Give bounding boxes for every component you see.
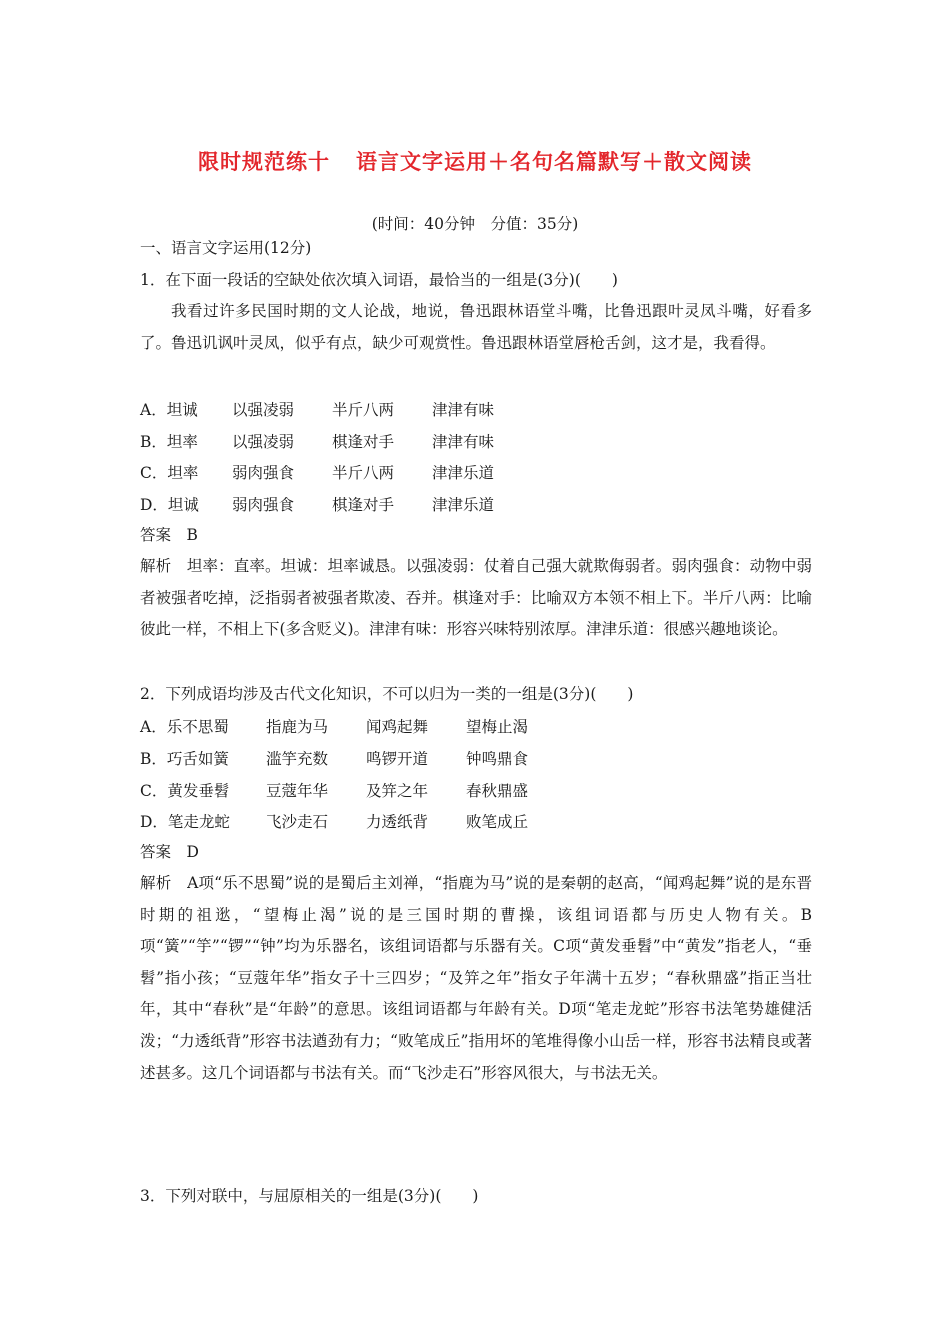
section-heading: 一、语言文字运用(12分) bbox=[140, 239, 312, 257]
q1-option-c: C．坦率 弱肉强食 半斤八两 津津乐道 bbox=[140, 464, 495, 482]
q1-option-a: A．坦诚 以强凌弱 半斤八两 津津有味 bbox=[140, 401, 495, 419]
q1-stem: 1．在下面一段话的空缺处依次填入词语，最恰当的一组是(3分)( ) bbox=[140, 271, 618, 289]
q2-option-b: B．巧舌如簧 滥竽充数 鸣锣开道 钟鸣鼎食 bbox=[140, 750, 529, 768]
q1-option-d: D．坦诚 弱肉强食 棋逢对手 津津乐道 bbox=[140, 496, 495, 514]
q2-option-c: C．黄发垂髫 豆蔻年华 及笄之年 春秋鼎盛 bbox=[140, 782, 529, 800]
time-score-info: (时间：40分钟 分值：35分) bbox=[371, 215, 579, 233]
q1-analysis: 解析 坦率：直率。坦诚：坦率诚恳。以强凌弱：仗着自己强大就欺侮弱者。弱肉强食：动物中弱者被强者吃掉，泛指弱者被强者欺凌、吞并。棋逢对手：比喻双方本领不相上下。半斤八两：比喻彼此一样，不相上下(多含贬义)。津津有味：形容兴味特别浓厚。津津乐道：很感兴趣地谈论。 bbox=[140, 557, 812, 639]
q2-stem: 2．下列成语均涉及古代文化知识，不可以归为一类的一组是(3分)( ) bbox=[140, 685, 634, 703]
q1-option-b: B．坦率 以强凌弱 棋逢对手 津津有味 bbox=[140, 433, 495, 451]
q2-analysis: 解析 A项“乐不思蜀”说的是蜀后主刘禅，“指鹿为马”说的是秦朝的赵高，“闻鸡起舞”说的是东晋时期的祖逖，“望梅止渴”说的是三国时期的曹操，该组词语都与历史人物有关。B项“簧”“竽”“锣”“钟”均为乐器名，该组词语都与乐器有关。C项“黄发垂髫”中“黄发”指老人，“垂髫”指小孩；“豆蔻年华”指女子十三四岁；“及笄之年”指女子年满十五岁；“春秋鼎盛”指正当壮年，其中“春秋”是“年龄”的意思。该组词语都与年龄有关。D项“笔走龙蛇”形容书法笔势雄健活泼；“力透纸背”形容书法遒劲有力；“败笔成丘”指用坏的笔堆得像小山岳一样，形容书法精良或著述甚多。这几个词语都与书法有关。而“飞沙走石”形容风很大，与书法无关。 bbox=[140, 874, 812, 1082]
q2-option-d: D．笔走龙蛇 飞沙走石 力透纸背 败笔成丘 bbox=[140, 813, 529, 831]
q1-passage: 我看过许多民国时期的文人论战，地说，鲁迅跟林语堂斗嘴，比鲁迅跟叶灵凤斗嘴，好看多了。鲁迅讥讽叶灵凤，似乎有点，缺少可观赏性。鲁迅跟林语堂唇枪舌剑，这才是，我看得。 bbox=[140, 302, 812, 352]
q3-stem: 3．下列对联中，与屈原相关的一组是(3分)( ) bbox=[140, 1187, 479, 1205]
title-left: 限时规范练十 bbox=[198, 150, 330, 174]
q1-answer: 答案 B bbox=[140, 526, 198, 544]
q2-answer: 答案 D bbox=[140, 843, 199, 861]
q2-option-a: A．乐不思蜀 指鹿为马 闻鸡起舞 望梅止渴 bbox=[140, 718, 529, 736]
title-right: 语言文字运用＋名句名篇默写＋散文阅读 bbox=[356, 150, 752, 174]
page-title bbox=[0, 146, 950, 176]
